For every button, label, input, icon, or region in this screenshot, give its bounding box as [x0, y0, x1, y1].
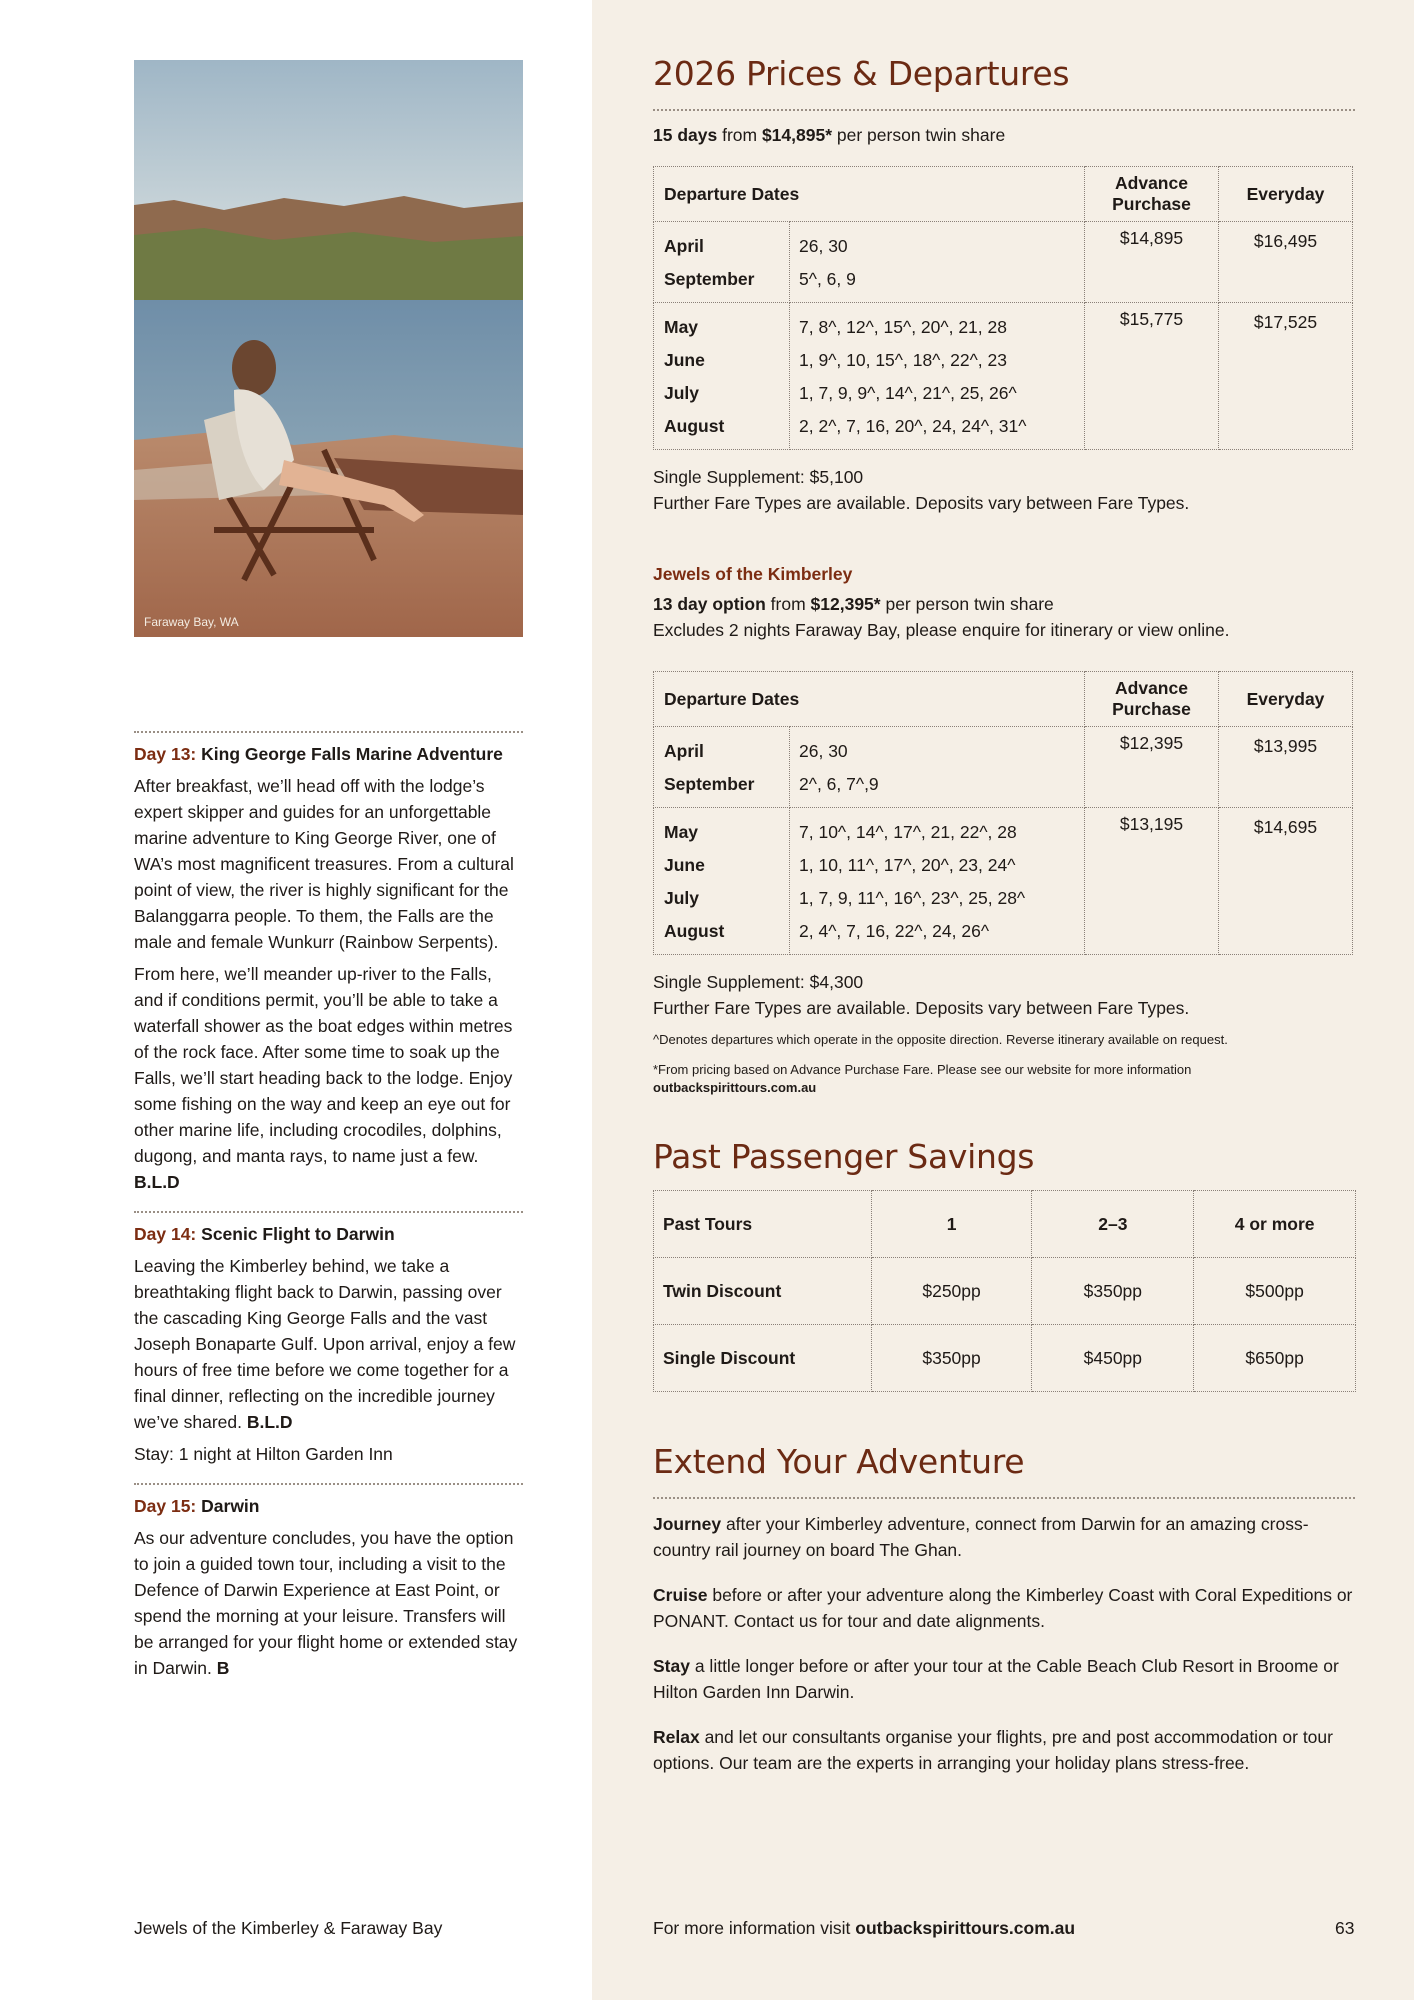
month-label: June — [664, 855, 705, 875]
savings-value: $500pp — [1194, 1258, 1356, 1325]
everyday-price: $14,695 — [1219, 808, 1353, 955]
day-section — [134, 1483, 523, 1681]
day-paragraph: From here, we’ll meander up-river to the Falls, and if conditions permit, you’ll be able to take a waterfall shower as the boat edges within metres of the rock face. After some time to soak up the Falls, we’ll start heading back to the lodge. Enjoy some fishing on the way and keep an eye out for other marine life, including crocodiles, dolphins, dugong, and manta rays, to name just a few. B.L.D — [134, 964, 513, 1192]
extend-item — [653, 1511, 1355, 1563]
option-single-supplement: Single Supplement: $4,300 — [653, 972, 864, 992]
option-fare-note: Further Fare Types are available. Deposits vary between Fare Types. — [653, 998, 1190, 1018]
col-everyday: Everyday — [1219, 672, 1353, 727]
month-label: May — [664, 317, 699, 337]
date-list: 1, 7, 9, 11^, 16^, 23^, 25, 28^ — [799, 888, 1026, 908]
day-title — [134, 1493, 523, 1519]
month-label: June — [664, 350, 705, 370]
day-number: Day 15: — [134, 1496, 197, 1516]
col-advance-purchase: Advance Purchase — [1085, 167, 1219, 222]
departure-group-row — [654, 303, 1353, 450]
months-cell — [654, 808, 790, 955]
advance-price: $12,395 — [1085, 727, 1219, 808]
advance-price: $15,775 — [1085, 303, 1219, 450]
day-paragraph: Leaving the Kimberley behind, we take a breathtaking flight back to Darwin, passing over the cascading King George Falls and the vast Joseph Bonaparte Gulf. Upon arrival, enjoy a few hours of free time before we come together for a final dinner, reflecting on the incredible journey we’ve shared. B.L.D — [134, 1256, 516, 1432]
date-list: 1, 10, 11^, 17^, 20^, 23, 24^ — [799, 855, 1016, 875]
extend-heading: Extend Your Adventure — [653, 1442, 1025, 1481]
dates-cell — [790, 808, 1085, 955]
extend-item-text: a little longer before or after your tour at the Cable Beach Club Resort in Broome or Hilton Garden Inn Darwin. — [653, 1656, 1339, 1702]
itinerary-column — [134, 731, 523, 1697]
savings-row — [654, 1325, 1356, 1392]
savings-header-row — [654, 1191, 1356, 1258]
footer-title: Jewels of the Kimberley & Faraway Bay — [134, 1918, 443, 1938]
date-list: 7, 10^, 14^, 17^, 21, 22^, 28 — [799, 822, 1017, 842]
date-list: 2^, 6, 7^,9 — [799, 774, 879, 794]
date-list: 26, 30 — [799, 741, 848, 761]
date-list: 1, 7, 9, 9^, 14^, 21^, 25, 26^ — [799, 383, 1017, 403]
col-advance-purchase: Advance Purchase — [1085, 672, 1219, 727]
savings-header-cell: 1 — [871, 1191, 1032, 1258]
dates-cell — [790, 727, 1085, 808]
date-list: 2, 2^, 7, 16, 20^, 24, 24^, 31^ — [799, 416, 1027, 436]
extend-item-keyword: Stay — [653, 1656, 690, 1676]
page-number: 63 — [1335, 1918, 1355, 1938]
departure-group-row — [654, 222, 1353, 303]
savings-header-cell: Past Tours — [654, 1191, 872, 1258]
dates-cell — [790, 222, 1085, 303]
dates-cell — [790, 303, 1085, 450]
date-list: 7, 8^, 12^, 15^, 20^, 21, 28 — [799, 317, 1007, 337]
photo-illustration — [134, 60, 523, 637]
month-label: April — [664, 741, 704, 761]
savings-value: $650pp — [1194, 1325, 1356, 1392]
savings-row-label: Twin Discount — [654, 1258, 872, 1325]
savings-value: $350pp — [1032, 1258, 1194, 1325]
everyday-price: $16,495 — [1219, 222, 1353, 303]
everyday-price: $17,525 — [1219, 303, 1353, 450]
col-departure-dates: Departure Dates — [654, 167, 1085, 222]
day-paragraph: After breakfast, we’ll head off with the lodge’s expert skipper and guides for an unforgettable marine adventure to King George River, one of WA’s most magnificent treasures. From a cultural point of view, the river is highly significant for the Balanggarra people. To them, the Falls are the male and female Wunkurr (Rainbow Serpents). — [134, 776, 514, 952]
day-title — [134, 741, 523, 767]
prices-heading: 2026 Prices & Departures — [653, 54, 1070, 93]
footnote-direction: ^Denotes departures which operate in the opposite direction. Reverse itinerary available on request. — [653, 1032, 1228, 1047]
single-supplement: Single Supplement: $5,100 — [653, 467, 864, 487]
prices-intro: 15 days from $14,895* per person twin share — [653, 125, 1006, 145]
savings-value: $250pp — [871, 1258, 1032, 1325]
departure-group-row — [654, 808, 1353, 955]
savings-header-cell: 4 or more — [1194, 1191, 1356, 1258]
savings-table — [653, 1190, 1356, 1392]
month-label: July — [664, 383, 700, 403]
meals-code: B — [216, 1658, 230, 1678]
date-list: 2, 4^, 7, 16, 22^, 24, 26^ — [799, 921, 990, 941]
savings-row — [654, 1258, 1356, 1325]
day-name: Darwin — [201, 1496, 260, 1516]
month-label: August — [664, 416, 725, 436]
divider — [653, 1497, 1355, 1499]
day-paragraph: As our adventure concludes, you have the option to join a guided town tour, including a visit to the Defence of Darwin Experience at East Point, or spend the morning at your leisure. Transfers will be arranged for your flight home or extended stay in Darwin. B — [134, 1528, 518, 1678]
option-prices-table — [653, 671, 1353, 955]
meals-code: B.L.D — [246, 1412, 293, 1432]
footnote-pricing: *From pricing based on Advance Purchase Fare. Please see our website for more information — [653, 1062, 1192, 1077]
day-number: Day 14: — [134, 1224, 197, 1244]
advance-price: $13,195 — [1085, 808, 1219, 955]
extend-item — [653, 1653, 1355, 1705]
option-intro: 13 day option from $12,395* per person twin share — [653, 594, 1054, 614]
extend-item — [653, 1582, 1355, 1634]
day-name: King George Falls Marine Adventure — [201, 744, 503, 764]
day-section — [134, 731, 523, 1195]
fare-note: Further Fare Types are available. Deposits vary between Fare Types. — [653, 493, 1190, 513]
meals-code: B.L.D — [134, 1172, 180, 1192]
savings-value: $350pp — [871, 1325, 1032, 1392]
extend-item-keyword: Journey — [653, 1514, 722, 1534]
footer-url[interactable]: outbackspirittours.com.au — [855, 1918, 1076, 1938]
months-cell — [654, 303, 790, 450]
everyday-price: $13,995 — [1219, 727, 1353, 808]
prices-table — [653, 166, 1353, 450]
extend-item-keyword: Relax — [653, 1727, 700, 1747]
savings-header-cell: 2–3 — [1032, 1191, 1194, 1258]
day-name: Scenic Flight to Darwin — [201, 1224, 395, 1244]
months-cell — [654, 727, 790, 808]
day-number: Day 13: — [134, 744, 197, 764]
extend-item-keyword: Cruise — [653, 1585, 708, 1605]
col-departure-dates: Departure Dates — [654, 672, 1085, 727]
date-list: 1, 9^, 10, 15^, 18^, 22^, 23 — [799, 350, 1007, 370]
date-list: 5^, 6, 9 — [799, 269, 856, 289]
day-section — [134, 1211, 523, 1467]
extend-item-text: and let our consultants organise your flights, pre and post accommodation or tour options. Our team are the experts in arranging your holiday plans stress-free. — [653, 1727, 1333, 1773]
extend-item-text: before or after your adventure along the Kimberley Coast with Coral Expeditions or PONANT. Contact us for tour and date alignments. — [653, 1585, 1353, 1631]
footer-info: For more information visit outbackspirittours.com.au — [653, 1918, 1076, 1938]
extend-item — [653, 1724, 1355, 1776]
photo-caption: Faraway Bay, WA — [144, 615, 239, 629]
savings-value: $450pp — [1032, 1325, 1194, 1392]
faraway-bay-photo — [134, 60, 523, 637]
month-label: May — [664, 822, 699, 842]
extend-item-text: after your Kimberley adventure, connect from Darwin for an amazing cross-country rail journey on board The Ghan. — [653, 1514, 1309, 1560]
month-label: July — [664, 888, 700, 908]
divider — [653, 109, 1355, 111]
savings-heading: Past Passenger Savings — [653, 1137, 1035, 1176]
date-list: 26, 30 — [799, 236, 848, 256]
footnote-url[interactable]: outbackspirittours.com.au — [653, 1080, 817, 1095]
month-label: September — [664, 774, 755, 794]
advance-price: $14,895 — [1085, 222, 1219, 303]
option-title: Jewels of the Kimberley — [653, 564, 853, 584]
day-title — [134, 1221, 523, 1247]
extend-list — [653, 1511, 1355, 1776]
departure-group-row — [654, 727, 1353, 808]
savings-row-label: Single Discount — [654, 1325, 872, 1392]
month-label: August — [664, 921, 725, 941]
month-label: April — [664, 236, 704, 256]
stay-note: Stay: 1 night at Hilton Garden Inn — [134, 1444, 393, 1464]
months-cell — [654, 222, 790, 303]
col-everyday: Everyday — [1219, 167, 1353, 222]
prices-column — [653, 54, 1355, 1795]
month-label: September — [664, 269, 755, 289]
option-excludes: Excludes 2 nights Faraway Bay, please enquire for itinerary or view online. — [653, 620, 1230, 640]
